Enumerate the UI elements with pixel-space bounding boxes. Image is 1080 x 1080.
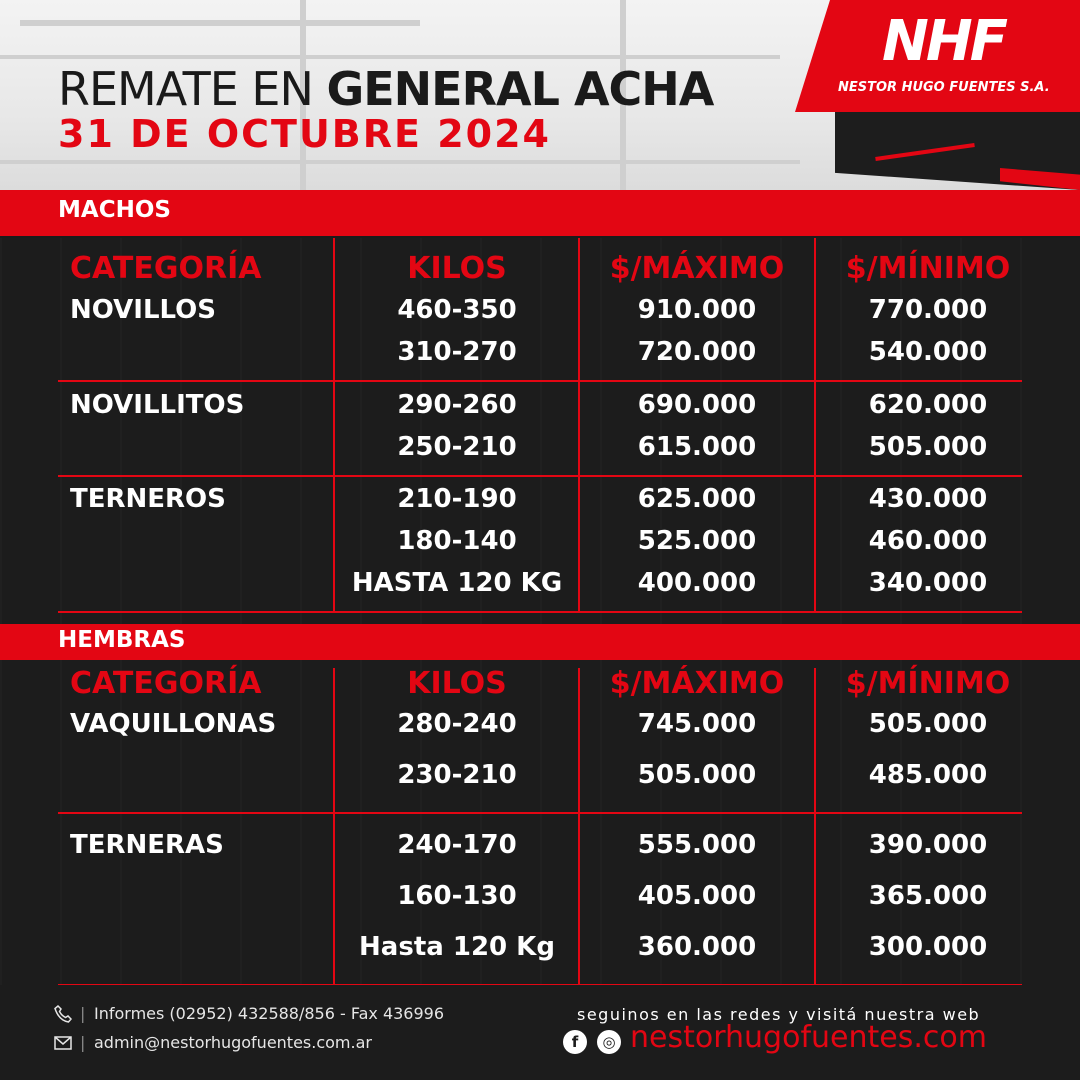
max-price-cell: 360.000 xyxy=(637,932,757,962)
kilos-cell: 250-210 xyxy=(397,432,517,462)
max-price-cell: 525.000 xyxy=(637,526,757,556)
min-price-cell: 460.000 xyxy=(868,526,988,556)
row-divider xyxy=(58,475,1022,477)
category-label: TERNEROS xyxy=(70,484,226,514)
kilos-cell: 240-170 xyxy=(397,830,517,860)
kilos-cell: 210-190 xyxy=(397,484,517,514)
contact-phone: Informes (02952) 432588/856 - Fax 436996 xyxy=(94,1004,445,1023)
column-header-max: $/MÁXIMO xyxy=(609,251,785,286)
footer-separator: | xyxy=(80,1033,86,1052)
kilos-cell: 280-240 xyxy=(397,709,517,739)
auction-date: 31 DE OCTUBRE 2024 xyxy=(58,112,551,156)
phone-icon xyxy=(54,1005,72,1023)
kilos-cell: 310-270 xyxy=(397,337,517,367)
kilos-cell: Hasta 120 Kg xyxy=(359,932,555,962)
min-price-cell: 620.000 xyxy=(868,390,988,420)
row-divider xyxy=(58,812,1022,814)
min-price-cell: 770.000 xyxy=(868,295,988,325)
row-divider xyxy=(58,380,1022,382)
website-link[interactable]: nestorhugofuentes.com xyxy=(630,1020,987,1055)
max-price-cell: 690.000 xyxy=(637,390,757,420)
title-prefix: REMATE EN xyxy=(58,62,327,116)
min-price-cell: 365.000 xyxy=(868,881,988,911)
max-price-cell: 910.000 xyxy=(637,295,757,325)
max-price-cell: 720.000 xyxy=(637,337,757,367)
instagram-icon[interactable]: ◎ xyxy=(597,1030,621,1054)
column-header-category: CATEGORÍA xyxy=(70,666,262,701)
mail-icon xyxy=(54,1036,72,1050)
max-price-cell: 615.000 xyxy=(637,432,757,462)
kilos-cell: 160-130 xyxy=(397,881,517,911)
max-price-cell: 400.000 xyxy=(637,568,757,598)
column-header-category: CATEGORÍA xyxy=(70,251,262,286)
footer-separator: | xyxy=(80,1004,86,1023)
kilos-cell: 460-350 xyxy=(397,295,517,325)
column-divider xyxy=(333,238,335,612)
max-price-cell: 745.000 xyxy=(637,709,757,739)
kilos-cell: 180-140 xyxy=(397,526,517,556)
section-label-hembras: HEMBRAS xyxy=(58,627,186,653)
row-divider xyxy=(58,611,1022,613)
min-price-cell: 485.000 xyxy=(868,760,988,790)
min-price-cell: 540.000 xyxy=(868,337,988,367)
social-callout: seguinos en las redes y visitá nuestra web xyxy=(577,1005,981,1024)
category-label: NOVILLITOS xyxy=(70,390,245,420)
max-price-cell: 505.000 xyxy=(637,760,757,790)
kilos-cell: 290-260 xyxy=(397,390,517,420)
column-header-min: $/MÍNIMO xyxy=(845,666,1011,701)
max-price-cell: 555.000 xyxy=(637,830,757,860)
min-price-cell: 340.000 xyxy=(868,568,988,598)
kilos-cell: 230-210 xyxy=(397,760,517,790)
contact-email[interactable]: admin@nestorhugofuentes.com.ar xyxy=(94,1033,372,1052)
logo-company-name: NESTOR HUGO FUENTES S.A. xyxy=(838,80,1050,95)
category-label: VAQUILLONAS xyxy=(70,709,277,739)
category-label: NOVILLOS xyxy=(70,295,216,325)
logo-mark: NHF xyxy=(882,9,1005,74)
column-divider xyxy=(333,668,335,986)
max-price-cell: 405.000 xyxy=(637,881,757,911)
column-header-kilos: KILOS xyxy=(407,666,507,701)
section-label-machos: MACHOS xyxy=(58,197,171,223)
category-label: TERNERAS xyxy=(70,830,224,860)
column-header-max: $/MÁXIMO xyxy=(609,666,785,701)
column-header-kilos: KILOS xyxy=(407,251,507,286)
min-price-cell: 390.000 xyxy=(868,830,988,860)
kilos-cell: HASTA 120 KG xyxy=(351,568,563,598)
facebook-icon[interactable]: f xyxy=(563,1030,587,1054)
title-location: GENERAL ACHA xyxy=(326,62,714,116)
page-title xyxy=(58,62,713,116)
column-divider xyxy=(814,238,816,612)
column-divider xyxy=(814,668,816,986)
max-price-cell: 625.000 xyxy=(637,484,757,514)
min-price-cell: 505.000 xyxy=(868,709,988,739)
column-header-min: $/MÍNIMO xyxy=(845,251,1011,286)
min-price-cell: 300.000 xyxy=(868,932,988,962)
min-price-cell: 430.000 xyxy=(868,484,988,514)
min-price-cell: 505.000 xyxy=(868,432,988,462)
